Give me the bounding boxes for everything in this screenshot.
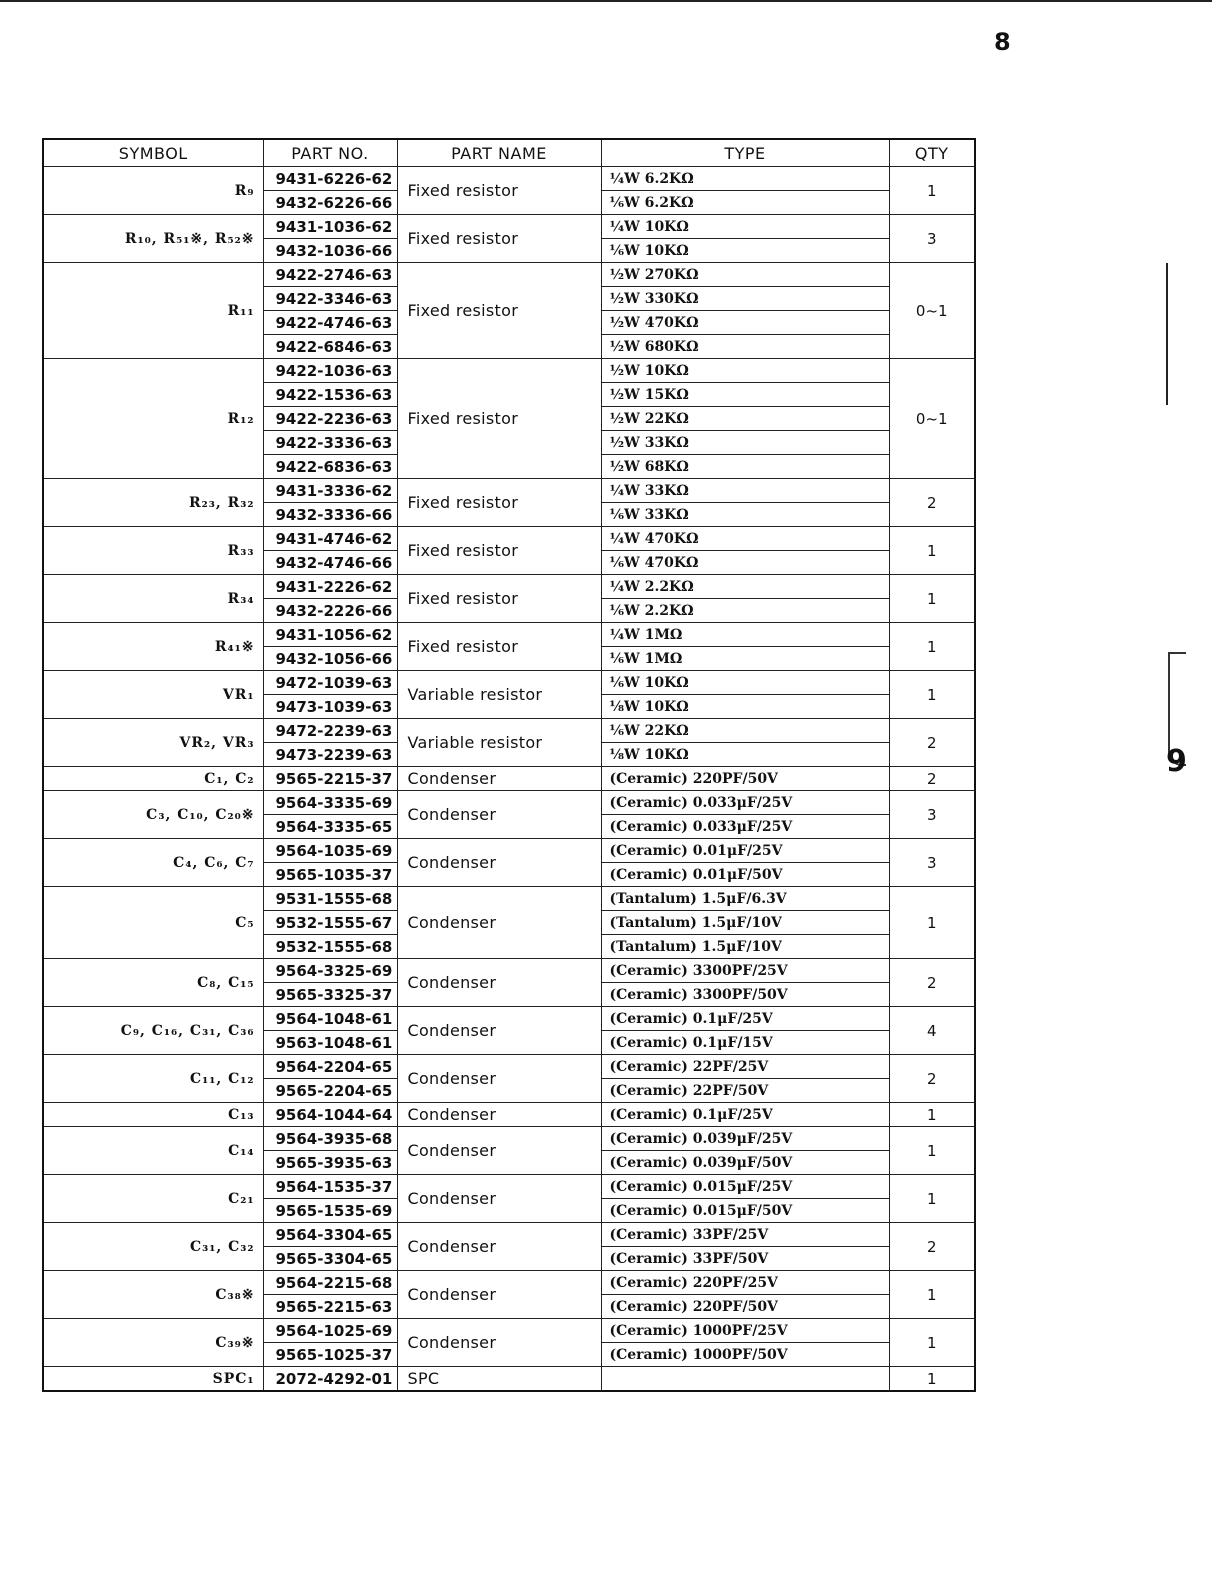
type-cell: (Ceramic) 22PF/25V	[601, 1055, 889, 1079]
type-cell: ¼W 2.2KΩ	[601, 575, 889, 599]
symbol-cell: C₄, C₆, C₇	[43, 839, 263, 887]
type-cell: ¼W 470KΩ	[601, 527, 889, 551]
table-row	[43, 359, 975, 383]
type-cell: (Ceramic) 0.039μF/50V	[601, 1151, 889, 1175]
part-name-cell: Variable resistor	[397, 671, 601, 719]
part-no-cell: 9432-2226-66	[263, 599, 397, 623]
type-cell: (Ceramic) 33PF/50V	[601, 1247, 889, 1271]
type-cell: (Ceramic) 22PF/50V	[601, 1079, 889, 1103]
qty-cell: 2	[889, 1223, 975, 1271]
type-cell: ½W 22KΩ	[601, 407, 889, 431]
qty-cell: 2	[889, 959, 975, 1007]
symbol-cell: C₃₉※	[43, 1319, 263, 1367]
part-no-cell: 9473-2239-63	[263, 743, 397, 767]
symbol-cell: R₉	[43, 167, 263, 215]
header-qty: QTY	[889, 139, 975, 167]
table-row	[43, 839, 975, 863]
type-cell: (Ceramic) 0.01μF/25V	[601, 839, 889, 863]
table-row	[43, 1367, 975, 1392]
symbol-cell: C₈, C₁₅	[43, 959, 263, 1007]
part-name-cell: Condenser	[397, 767, 601, 791]
type-cell: ⅛W 10KΩ	[601, 743, 889, 767]
part-no-cell: 9565-2215-63	[263, 1295, 397, 1319]
qty-cell: 3	[889, 839, 975, 887]
table-row	[43, 527, 975, 551]
part-no-cell: 9565-3935-63	[263, 1151, 397, 1175]
type-cell	[601, 1367, 889, 1392]
type-cell: ½W 10KΩ	[601, 359, 889, 383]
part-name-cell: Fixed resistor	[397, 263, 601, 359]
part-no-cell: 9432-1036-66	[263, 239, 397, 263]
type-cell: (Ceramic) 0.039μF/25V	[601, 1127, 889, 1151]
type-cell: ½W 470KΩ	[601, 311, 889, 335]
type-cell: (Ceramic) 0.033μF/25V	[601, 791, 889, 815]
part-no-cell: 9432-6226-66	[263, 191, 397, 215]
part-no-cell: 9422-2236-63	[263, 407, 397, 431]
table-row	[43, 1103, 975, 1127]
table-row	[43, 1175, 975, 1199]
type-cell: (Ceramic) 0.015μF/50V	[601, 1199, 889, 1223]
part-name-cell: SPC	[397, 1367, 601, 1392]
symbol-cell: R₃₄	[43, 575, 263, 623]
parts-list-table	[42, 138, 976, 1392]
type-cell: (Ceramic) 0.1μF/15V	[601, 1031, 889, 1055]
table-row	[43, 215, 975, 239]
part-name-cell: Condenser	[397, 887, 601, 959]
part-name-cell: Fixed resistor	[397, 359, 601, 479]
type-cell: (Ceramic) 0.01μF/50V	[601, 863, 889, 887]
part-name-cell: Fixed resistor	[397, 479, 601, 527]
type-cell: ¼W 10KΩ	[601, 215, 889, 239]
qty-cell: 1	[889, 887, 975, 959]
part-name-cell: Condenser	[397, 959, 601, 1007]
part-name-cell: Fixed resistor	[397, 527, 601, 575]
symbol-cell: R₁₂	[43, 359, 263, 479]
qty-cell: 3	[889, 791, 975, 839]
type-cell: ⅙W 2.2KΩ	[601, 599, 889, 623]
part-name-cell: Fixed resistor	[397, 215, 601, 263]
type-cell: ½W 330KΩ	[601, 287, 889, 311]
table-row	[43, 623, 975, 647]
part-no-cell: 9422-1536-63	[263, 383, 397, 407]
table-row	[43, 263, 975, 287]
part-name-cell: Condenser	[397, 1103, 601, 1127]
table-row	[43, 1007, 975, 1031]
qty-cell: 1	[889, 1319, 975, 1367]
type-cell: ½W 68KΩ	[601, 455, 889, 479]
part-name-cell: Fixed resistor	[397, 167, 601, 215]
part-no-cell: 9565-2204-65	[263, 1079, 397, 1103]
table-row	[43, 1223, 975, 1247]
type-cell: ⅙W 10KΩ	[601, 671, 889, 695]
qty-cell: 1	[889, 671, 975, 719]
part-no-cell: 9564-2215-68	[263, 1271, 397, 1295]
symbol-cell: VR₁	[43, 671, 263, 719]
part-no-cell: 9473-1039-63	[263, 695, 397, 719]
symbol-cell: C₁₁, C₁₂	[43, 1055, 263, 1103]
part-no-cell: 9432-1056-66	[263, 647, 397, 671]
qty-cell: 2	[889, 719, 975, 767]
part-no-cell: 9532-1555-68	[263, 935, 397, 959]
type-cell: (Ceramic) 0.015μF/25V	[601, 1175, 889, 1199]
part-no-cell: 9422-3336-63	[263, 431, 397, 455]
table-row	[43, 1127, 975, 1151]
qty-cell: 1	[889, 1103, 975, 1127]
part-no-cell: 9422-6846-63	[263, 335, 397, 359]
type-cell: (Ceramic) 0.1μF/25V	[601, 1103, 889, 1127]
part-no-cell: 9422-6836-63	[263, 455, 397, 479]
table-row	[43, 791, 975, 815]
part-no-cell: 9472-2239-63	[263, 719, 397, 743]
symbol-cell: R₂₃, R₃₂	[43, 479, 263, 527]
symbol-cell: R₁₁	[43, 263, 263, 359]
type-cell: (Ceramic) 33PF/25V	[601, 1223, 889, 1247]
type-cell: ⅙W 6.2KΩ	[601, 191, 889, 215]
type-cell: (Ceramic) 3300PF/50V	[601, 983, 889, 1007]
table-row	[43, 959, 975, 983]
part-no-cell: 9565-1535-69	[263, 1199, 397, 1223]
type-cell: (Ceramic) 1000PF/25V	[601, 1319, 889, 1343]
part-name-cell: Condenser	[397, 1055, 601, 1103]
qty-cell: 1	[889, 1367, 975, 1392]
part-no-cell: 9564-1535-37	[263, 1175, 397, 1199]
part-no-cell: 9472-1039-63	[263, 671, 397, 695]
type-cell: (Ceramic) 0.033μF/25V	[601, 815, 889, 839]
table-row	[43, 1319, 975, 1343]
type-cell: ⅙W 22KΩ	[601, 719, 889, 743]
part-name-cell: Condenser	[397, 1127, 601, 1175]
table-row	[43, 575, 975, 599]
part-no-cell: 9564-2204-65	[263, 1055, 397, 1079]
part-no-cell: 9431-1056-62	[263, 623, 397, 647]
part-no-cell: 9564-3335-65	[263, 815, 397, 839]
part-no-cell: 2072-4292-01	[263, 1367, 397, 1392]
qty-cell: 4	[889, 1007, 975, 1055]
part-no-cell: 9431-1036-62	[263, 215, 397, 239]
type-cell: ⅛W 10KΩ	[601, 695, 889, 719]
symbol-cell: C₁₄	[43, 1127, 263, 1175]
qty-cell: 1	[889, 1127, 975, 1175]
page-number: 8	[994, 28, 1011, 56]
qty-cell: 1	[889, 575, 975, 623]
type-cell: (Tantalum) 1.5μF/10V	[601, 935, 889, 959]
part-no-cell: 9422-2746-63	[263, 263, 397, 287]
table-row	[43, 767, 975, 791]
table-row	[43, 167, 975, 191]
part-no-cell: 9564-1035-69	[263, 839, 397, 863]
part-no-cell: 9422-4746-63	[263, 311, 397, 335]
top-border-line	[0, 0, 1212, 2]
part-no-cell: 9564-3304-65	[263, 1223, 397, 1247]
part-no-cell: 9432-3336-66	[263, 503, 397, 527]
part-no-cell: 9564-1044-64	[263, 1103, 397, 1127]
type-cell: (Ceramic) 220PF/50V	[601, 1295, 889, 1319]
part-no-cell: 9563-1048-61	[263, 1031, 397, 1055]
symbol-cell: R₃₃	[43, 527, 263, 575]
type-cell: (Tantalum) 1.5μF/6.3V	[601, 887, 889, 911]
symbol-cell: C₃₈※	[43, 1271, 263, 1319]
part-name-cell: Condenser	[397, 1007, 601, 1055]
table-body	[43, 167, 975, 1392]
table-row	[43, 479, 975, 503]
qty-cell: 1	[889, 1175, 975, 1223]
type-cell: ⅙W 470KΩ	[601, 551, 889, 575]
type-cell: ½W 270KΩ	[601, 263, 889, 287]
part-no-cell: 9431-4746-62	[263, 527, 397, 551]
part-no-cell: 9432-4746-66	[263, 551, 397, 575]
header-part-name: PART NAME	[397, 139, 601, 167]
part-no-cell: 9431-3336-62	[263, 479, 397, 503]
table-row	[43, 719, 975, 743]
margin-bar-mark	[1166, 263, 1168, 405]
symbol-cell: C₂₁	[43, 1175, 263, 1223]
symbol-cell: C₃, C₁₀, C₂₀※	[43, 791, 263, 839]
qty-cell: 2	[889, 479, 975, 527]
part-name-cell: Condenser	[397, 791, 601, 839]
type-cell: (Ceramic) 220PF/50V	[601, 767, 889, 791]
table-row	[43, 887, 975, 911]
part-name-cell: Condenser	[397, 839, 601, 887]
type-cell: ¼W 33KΩ	[601, 479, 889, 503]
symbol-cell: C₁₃	[43, 1103, 263, 1127]
part-no-cell: 9422-3346-63	[263, 287, 397, 311]
symbol-cell: C₁, C₂	[43, 767, 263, 791]
part-no-cell: 9531-1555-68	[263, 887, 397, 911]
part-name-cell: Variable resistor	[397, 719, 601, 767]
type-cell: (Ceramic) 3300PF/25V	[601, 959, 889, 983]
type-cell: ⅙W 1MΩ	[601, 647, 889, 671]
symbol-cell: C₅	[43, 887, 263, 959]
part-no-cell: 9422-1036-63	[263, 359, 397, 383]
qty-cell: 1	[889, 623, 975, 671]
qty-cell: 1	[889, 527, 975, 575]
part-name-cell: Condenser	[397, 1319, 601, 1367]
type-cell: ½W 680KΩ	[601, 335, 889, 359]
type-cell: (Tantalum) 1.5μF/10V	[601, 911, 889, 935]
part-no-cell: 9565-3304-65	[263, 1247, 397, 1271]
type-cell: ½W 33KΩ	[601, 431, 889, 455]
header-type: TYPE	[601, 139, 889, 167]
table-row	[43, 1055, 975, 1079]
table-header-row	[43, 139, 975, 167]
type-cell: (Ceramic) 1000PF/50V	[601, 1343, 889, 1367]
part-name-cell: Condenser	[397, 1223, 601, 1271]
symbol-cell: SPC₁	[43, 1367, 263, 1392]
part-no-cell: 9564-1025-69	[263, 1319, 397, 1343]
part-no-cell: 9564-3335-69	[263, 791, 397, 815]
type-cell: ⅙W 33KΩ	[601, 503, 889, 527]
qty-cell: 2	[889, 767, 975, 791]
symbol-cell: VR₂, VR₃	[43, 719, 263, 767]
qty-cell: 1	[889, 167, 975, 215]
type-cell: ¼W 6.2KΩ	[601, 167, 889, 191]
part-no-cell: 9565-2215-37	[263, 767, 397, 791]
margin-glyph: 9	[1166, 744, 1187, 779]
header-symbol: SYMBOL	[43, 139, 263, 167]
symbol-cell: C₉, C₁₆, C₃₁, C₃₆	[43, 1007, 263, 1055]
table-row	[43, 671, 975, 695]
part-name-cell: Fixed resistor	[397, 623, 601, 671]
type-cell: (Ceramic) 0.1μF/25V	[601, 1007, 889, 1031]
part-name-cell: Fixed resistor	[397, 575, 601, 623]
part-no-cell: 9564-3325-69	[263, 959, 397, 983]
type-cell: ⅙W 10KΩ	[601, 239, 889, 263]
part-no-cell: 9565-1035-37	[263, 863, 397, 887]
part-no-cell: 9532-1555-67	[263, 911, 397, 935]
type-cell: (Ceramic) 220PF/25V	[601, 1271, 889, 1295]
part-no-cell: 9564-1048-61	[263, 1007, 397, 1031]
part-name-cell: Condenser	[397, 1175, 601, 1223]
symbol-cell: R₁₀, R₅₁※, R₅₂※	[43, 215, 263, 263]
header-part-no: PART NO.	[263, 139, 397, 167]
qty-cell: 0~1	[889, 263, 975, 359]
part-no-cell: 9564-3935-68	[263, 1127, 397, 1151]
type-cell: ½W 15KΩ	[601, 383, 889, 407]
qty-cell: 1	[889, 1271, 975, 1319]
symbol-cell: R₄₁※	[43, 623, 263, 671]
part-no-cell: 9431-6226-62	[263, 167, 397, 191]
part-no-cell: 9431-2226-62	[263, 575, 397, 599]
qty-cell: 3	[889, 215, 975, 263]
part-no-cell: 9565-1025-37	[263, 1343, 397, 1367]
qty-cell: 2	[889, 1055, 975, 1103]
part-no-cell: 9565-3325-37	[263, 983, 397, 1007]
qty-cell: 0~1	[889, 359, 975, 479]
symbol-cell: C₃₁, C₃₂	[43, 1223, 263, 1271]
type-cell: ¼W 1MΩ	[601, 623, 889, 647]
part-name-cell: Condenser	[397, 1271, 601, 1319]
table-row	[43, 1271, 975, 1295]
